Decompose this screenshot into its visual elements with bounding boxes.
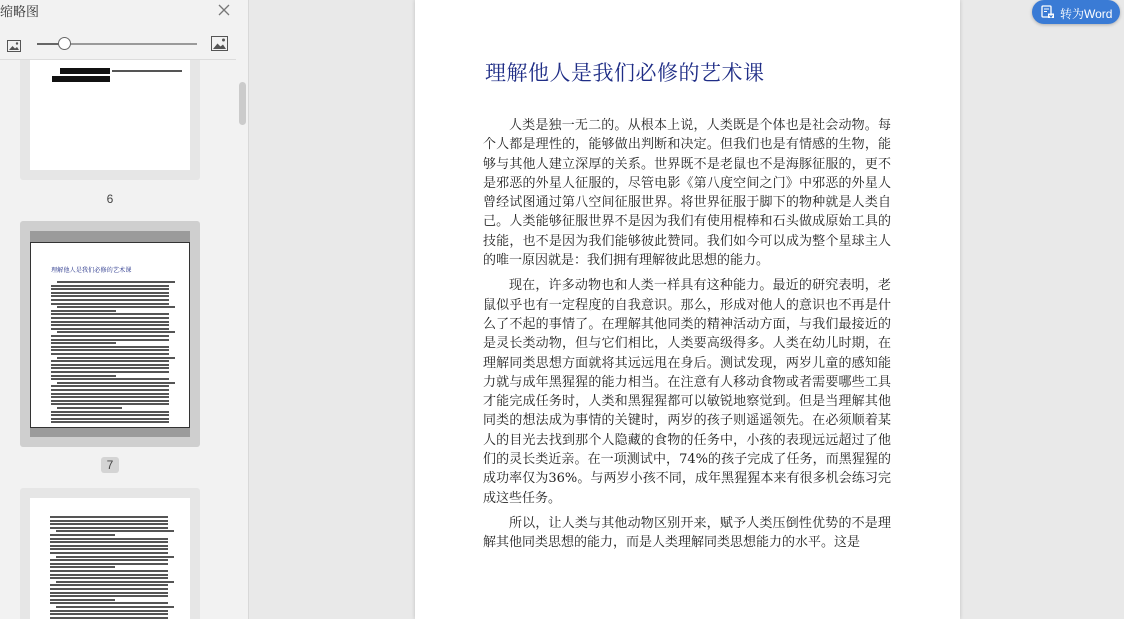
thumbnail-text-line	[50, 545, 168, 547]
thumbnail-page-number: 6	[106, 192, 114, 206]
convert-to-word-label: 转为Word	[1060, 7, 1113, 21]
thumbnail-text-line	[51, 371, 169, 373]
thumbnail-text-line	[50, 516, 168, 518]
thumbnail-size-slider[interactable]	[37, 43, 197, 45]
thumbnail-text-line	[57, 382, 175, 384]
thumbnail-page-8[interactable]	[20, 488, 200, 619]
large-image-icon[interactable]	[211, 36, 227, 50]
body-paragraph: 人类是独一无二的。从根本上说，人类既是个体也是社会动物。每个人都是理性的，能够做出判断和决定。但我们也是有情感的生物，能够与其他人建立深厚的关系。世界既不是老鼠也不是海豚征服的，更不是邪恶的外星人征服的，尽管电影《第八度空间之门》中邪恶的外星人曾经试图通过第八空间征服世界。将世界征服于脚下的物种就是人类自己。人类能够征服世界不是因为我们有使用棍棒和石头做成原始工具的技能，也不是因为我们能够彼此赞同。我们如今可以成为整个星球主人的唯一原因就是：我们拥有理解彼此思想的能力。	[483, 118, 891, 269]
thumbnail-page-preview	[30, 60, 190, 170]
thumbnail-text-line	[51, 288, 169, 290]
thumbnail-text-line	[50, 584, 168, 586]
thumbnail-text-line	[50, 599, 115, 601]
sidebar-header	[0, 0, 248, 24]
thumbnail-text-line	[50, 577, 168, 579]
thumbnail-text-line	[51, 346, 169, 348]
thumbnail-text-line	[51, 303, 169, 305]
thumbnail-zoom-toolbar	[0, 32, 248, 56]
thumbnail-text-line	[51, 285, 169, 287]
thumbnail-page-preview	[30, 498, 190, 619]
thumbnail-text-line	[56, 606, 174, 608]
thumbnail-text-line	[51, 292, 169, 294]
thumbnail-text-line	[50, 552, 168, 554]
thumbnail-text-line	[50, 610, 168, 612]
thumbnail-text-line	[51, 313, 169, 315]
thumbnail-text-line	[51, 411, 169, 413]
thumbnail-text-line	[51, 414, 169, 416]
sidebar-scrollbar[interactable]	[239, 82, 246, 125]
thumbnail-text-line	[51, 378, 169, 380]
thumbnail-text-line	[51, 403, 169, 405]
thumbnail-text-line	[50, 566, 115, 568]
thumbnail-text-line	[57, 331, 175, 333]
thumbnail-text-line	[50, 588, 168, 590]
thumbnail-text-line	[50, 527, 168, 529]
thumbnail-text-line	[51, 310, 116, 312]
thumbnail-text-line	[51, 364, 169, 366]
thumbnail-text-line	[50, 523, 168, 525]
thumbnail-text-line	[50, 559, 168, 561]
thumbnail-title: 理解他人是我们必修的艺术课	[51, 267, 132, 274]
thumbnail-text-line	[57, 306, 175, 308]
thumbnail-text-line	[51, 321, 169, 323]
sidebar-title: 缩略图	[0, 4, 40, 19]
slider-handle[interactable]	[58, 37, 71, 50]
close-icon[interactable]	[216, 2, 232, 18]
thumbnail-text-line	[51, 385, 169, 387]
thumbnail-text-line	[51, 375, 116, 377]
thumbnail-text-line	[51, 339, 169, 341]
thumbnail-text-line	[51, 421, 169, 423]
thumbnail-text-line	[50, 520, 168, 522]
thumbnail-page-preview	[30, 242, 190, 428]
thumbnail-text-line	[51, 396, 169, 398]
thumbnail-text-line	[51, 295, 169, 297]
body-paragraph: 所以，让人类与其他动物区别开来，赋予人类压倒性优势的不是理解其他同类思想的能力，而是人类理解同类思想能力的水平。这是	[483, 515, 891, 551]
body-paragraph: 现在，许多动物也和人类一样具有这种能力。最近的研究表明，老鼠似乎也有一定程度的自我意识。那么，形成对他人的意识也不再是什么了不起的事情了。在理解其他同类的精神活动方面，与我们最接近的是灵长类动物，但与它们相比，人类要高级得多。人类在幼儿时期，在理解同类思想方面就将其远远甩在身后。测试发现，两岁儿童的感知能力就与成年黑猩猩的能力相当。在注意有人移动食物或者需要哪些工具才能完成任务时，人类和黑猩猩都可以敏锐地察觉到。但是当理解其他同类的想法成为事情的关键时，两岁的孩子则遥遥领先。在必须顺着某人的目光去找到那个人隐藏的食物的任务中，小孩的表现远远超过了他们的灵长类近亲。在一项测试中，74%的孩子完成了任务，而黑猩猩的成功率仅为36%。与两岁小孩不同，成年黑猩猩本来有很多机会练习完成这些任务。	[483, 278, 891, 506]
thumbnail-text-line	[51, 317, 169, 319]
thumbnail-text-line	[50, 538, 168, 540]
thumbnail-text-line	[50, 548, 168, 550]
thumbnail-text-line	[56, 556, 174, 558]
thumbnail-text-line	[50, 541, 168, 543]
thumbnail-text-line	[50, 563, 168, 565]
thumbnail-text-line	[51, 389, 169, 391]
thumbnail-text-line	[56, 530, 174, 532]
thumbnail-page-7[interactable]	[20, 221, 200, 447]
thumbnail-page-number: 7	[20, 457, 200, 473]
small-image-icon[interactable]	[7, 37, 23, 51]
thumbnail-text-line	[51, 335, 169, 337]
thumbnail-text-line	[51, 328, 169, 330]
thumbnail-text-line	[51, 299, 169, 301]
thumbnail-list	[0, 60, 236, 619]
thumbnail-text-line	[50, 570, 168, 572]
thumbnail-text-line	[51, 400, 169, 402]
thumbnail-page-6[interactable]	[20, 60, 200, 180]
thumbnail-text-line	[50, 534, 115, 536]
thumbnail-text-line	[50, 595, 168, 597]
page-title: 理解他人是我们必修的艺术课	[485, 61, 765, 85]
thumbnail-text-line	[57, 407, 122, 409]
thumbnail-sidebar	[0, 0, 249, 619]
thumbnail-text-line	[50, 617, 168, 619]
thumbnail-text-line	[50, 602, 168, 604]
thumbnail-text-line	[51, 353, 169, 355]
convert-icon	[1041, 5, 1055, 19]
convert-to-word-button[interactable]	[1032, 0, 1120, 24]
thumbnail-text-line	[57, 357, 175, 359]
thumbnail-text-line	[50, 592, 168, 594]
page-body	[483, 116, 891, 559]
thumbnail-text-line	[51, 418, 169, 420]
document-page	[415, 0, 960, 619]
thumbnail-text-line	[57, 281, 175, 283]
thumbnail-text-line	[51, 393, 169, 395]
thumbnail-text-line	[51, 367, 169, 369]
thumbnail-text-line	[51, 349, 169, 351]
thumbnail-text-line	[51, 342, 116, 344]
thumbnail-text-line	[51, 324, 169, 326]
thumbnail-text-line	[51, 360, 169, 362]
thumbnail-text-line	[56, 581, 174, 583]
thumbnail-text-line	[50, 613, 168, 615]
thumbnail-text-line	[50, 574, 168, 576]
